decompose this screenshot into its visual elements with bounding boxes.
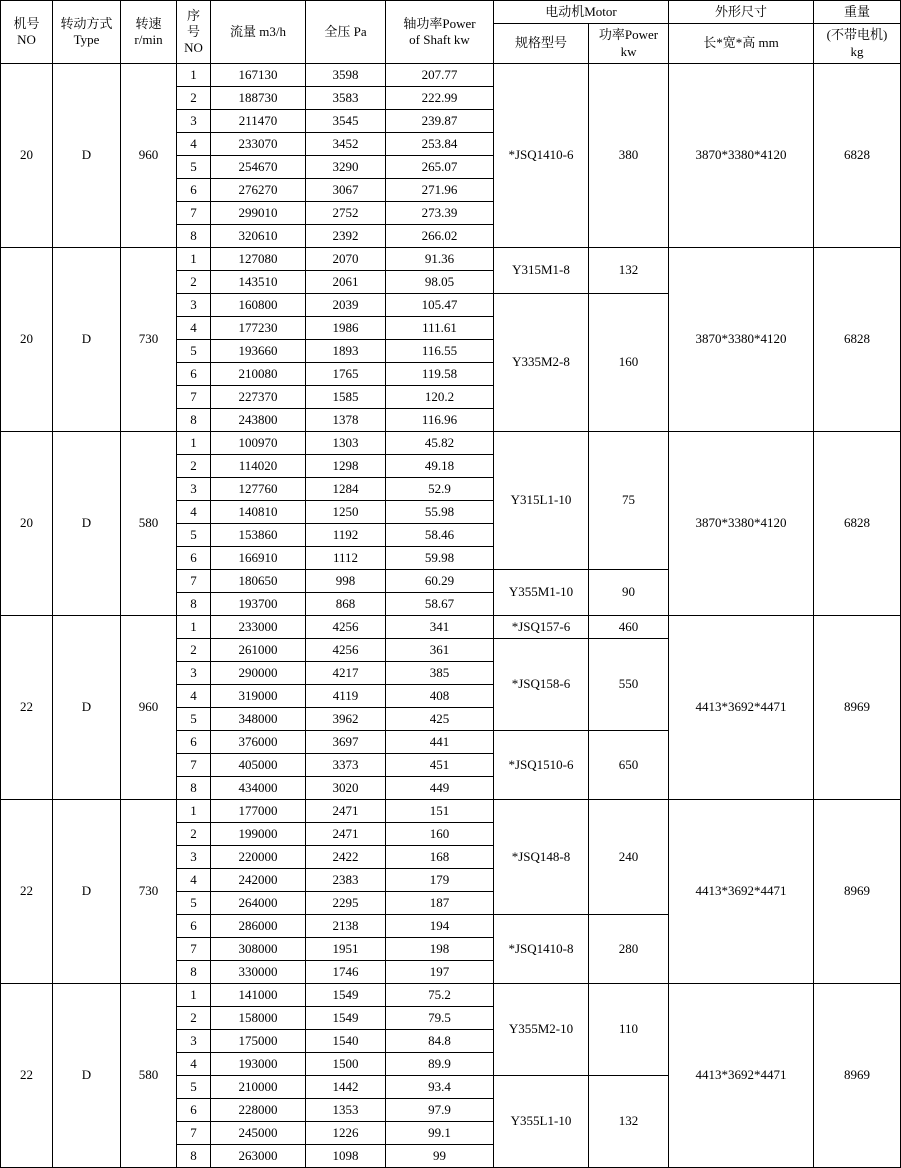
cell-flow: 180650: [211, 569, 306, 592]
cell-motor-model: Y315M1-8: [494, 247, 589, 293]
cell-weight: 6828: [814, 431, 901, 615]
cell-flow: 220000: [211, 845, 306, 868]
cell-flow: 166910: [211, 546, 306, 569]
cell-pressure: 2138: [306, 914, 386, 937]
cell-power: 441: [386, 730, 494, 753]
cell-no: 4: [177, 316, 211, 339]
cell-no: 2: [177, 822, 211, 845]
cell-no: 6: [177, 914, 211, 937]
cell-no: 3: [177, 109, 211, 132]
cell-no: 8: [177, 1144, 211, 1167]
cell-motor-model: *JSQ148-8: [494, 799, 589, 914]
cell-power: 79.5: [386, 1006, 494, 1029]
cell-power: 271.96: [386, 178, 494, 201]
cell-no: 2: [177, 454, 211, 477]
cell-motor-power: 380: [589, 63, 669, 247]
cell-pressure: 2752: [306, 201, 386, 224]
cell-flow: 276270: [211, 178, 306, 201]
cell-motor-model: *JSQ158-6: [494, 638, 589, 730]
cell-motor-model: *JSQ1410-8: [494, 914, 589, 983]
cell-motor-power: 550: [589, 638, 669, 730]
cell-dimensions: 4413*3692*4471: [669, 615, 814, 799]
cell-motor-power: 75: [589, 431, 669, 569]
cell-pressure: 2422: [306, 845, 386, 868]
cell-flow: 245000: [211, 1121, 306, 1144]
cell-no: 5: [177, 339, 211, 362]
cell-power: 194: [386, 914, 494, 937]
cell-no: 6: [177, 178, 211, 201]
cell-no: 8: [177, 592, 211, 615]
cell-no: 5: [177, 1075, 211, 1098]
cell-power: 55.98: [386, 500, 494, 523]
cell-no: 1: [177, 431, 211, 454]
cell-power: 222.99: [386, 86, 494, 109]
cell-machine-no: 20: [1, 63, 53, 247]
cell-no: 8: [177, 224, 211, 247]
cell-pressure: 1893: [306, 339, 386, 362]
cell-flow: 261000: [211, 638, 306, 661]
cell-flow: 140810: [211, 500, 306, 523]
cell-no: 3: [177, 845, 211, 868]
cell-motor-model: *JSQ1510-6: [494, 730, 589, 799]
cell-weight: 8969: [814, 799, 901, 983]
cell-machine-no: 22: [1, 799, 53, 983]
cell-power: 207.77: [386, 63, 494, 86]
cell-power: 105.47: [386, 293, 494, 316]
cell-no: 5: [177, 523, 211, 546]
cell-no: 7: [177, 385, 211, 408]
cell-flow: 227370: [211, 385, 306, 408]
cell-power: 93.4: [386, 1075, 494, 1098]
header-row-1: [1, 1, 901, 24]
cell-power: 89.9: [386, 1052, 494, 1075]
cell-power: 120.2: [386, 385, 494, 408]
table-header: [1, 1, 901, 64]
cell-motor-model: Y355M1-10: [494, 569, 589, 615]
cell-power: 273.39: [386, 201, 494, 224]
cell-pressure: 3583: [306, 86, 386, 109]
cell-no: 7: [177, 201, 211, 224]
cell-power: 266.02: [386, 224, 494, 247]
cell-power: 58.46: [386, 523, 494, 546]
table-row: [1, 247, 901, 270]
cell-motor-power: 90: [589, 569, 669, 615]
cell-flow: 175000: [211, 1029, 306, 1052]
cell-flow: 199000: [211, 822, 306, 845]
table-row: [1, 615, 901, 638]
cell-power: 239.87: [386, 109, 494, 132]
cell-flow: 210080: [211, 362, 306, 385]
cell-pressure: 4217: [306, 661, 386, 684]
cell-flow: 210000: [211, 1075, 306, 1098]
cell-power: 60.29: [386, 569, 494, 592]
cell-power: 385: [386, 661, 494, 684]
cell-pressure: 2070: [306, 247, 386, 270]
cell-power: 116.55: [386, 339, 494, 362]
cell-flow: 127760: [211, 477, 306, 500]
cell-no: 7: [177, 569, 211, 592]
cell-flow: 153860: [211, 523, 306, 546]
cell-no: 6: [177, 730, 211, 753]
cell-pressure: 1192: [306, 523, 386, 546]
cell-no: 2: [177, 86, 211, 109]
cell-pressure: 1303: [306, 431, 386, 454]
cell-motor-model: Y355M2-10: [494, 983, 589, 1075]
cell-pressure: 3598: [306, 63, 386, 86]
cell-type: D: [53, 247, 121, 431]
cell-no: 4: [177, 868, 211, 891]
cell-power: 97.9: [386, 1098, 494, 1121]
cell-no: 1: [177, 615, 211, 638]
cell-pressure: 1500: [306, 1052, 386, 1075]
cell-flow: 158000: [211, 1006, 306, 1029]
cell-motor-power: 650: [589, 730, 669, 799]
cell-power: 116.96: [386, 408, 494, 431]
cell-pressure: 3373: [306, 753, 386, 776]
cell-no: 4: [177, 684, 211, 707]
cell-flow: 242000: [211, 868, 306, 891]
cell-machine-no: 20: [1, 247, 53, 431]
cell-power: 151: [386, 799, 494, 822]
cell-no: 6: [177, 1098, 211, 1121]
cell-no: 8: [177, 776, 211, 799]
cell-flow: 299010: [211, 201, 306, 224]
cell-flow: 434000: [211, 776, 306, 799]
cell-pressure: 1765: [306, 362, 386, 385]
table-row: [1, 799, 901, 822]
cell-flow: 188730: [211, 86, 306, 109]
cell-weight: 6828: [814, 63, 901, 247]
cell-flow: 290000: [211, 661, 306, 684]
cell-power: 99.1: [386, 1121, 494, 1144]
cell-power: 451: [386, 753, 494, 776]
cell-flow: 141000: [211, 983, 306, 1006]
cell-weight: 6828: [814, 247, 901, 431]
cell-power: 91.36: [386, 247, 494, 270]
table-body: [1, 63, 901, 1167]
cell-power: 361: [386, 638, 494, 661]
cell-flow: 330000: [211, 960, 306, 983]
cell-dimensions: 4413*3692*4471: [669, 799, 814, 983]
cell-power: 198: [386, 937, 494, 960]
cell-pressure: 3697: [306, 730, 386, 753]
cell-power: 49.18: [386, 454, 494, 477]
cell-power: 265.07: [386, 155, 494, 178]
cell-flow: 160800: [211, 293, 306, 316]
cell-no: 8: [177, 408, 211, 431]
cell-flow: 264000: [211, 891, 306, 914]
cell-no: 5: [177, 155, 211, 178]
cell-no: 5: [177, 891, 211, 914]
cell-flow: 286000: [211, 914, 306, 937]
table-row: [1, 63, 901, 86]
header-shaft-power: 轴功率Power of Shaft kw: [386, 1, 494, 64]
cell-pressure: 3290: [306, 155, 386, 178]
cell-power: 98.05: [386, 270, 494, 293]
cell-pressure: 2392: [306, 224, 386, 247]
cell-pressure: 2295: [306, 891, 386, 914]
header-pressure: 全压 Pa: [306, 1, 386, 64]
cell-power: 168: [386, 845, 494, 868]
cell-pressure: 1986: [306, 316, 386, 339]
header-seq-no: 序 号 NO: [177, 1, 211, 64]
cell-type: D: [53, 799, 121, 983]
cell-machine-no: 22: [1, 983, 53, 1167]
cell-power: 449: [386, 776, 494, 799]
cell-dimensions: 3870*3380*4120: [669, 63, 814, 247]
cell-dimensions: 3870*3380*4120: [669, 247, 814, 431]
cell-no: 3: [177, 1029, 211, 1052]
header-motor-model: 规格型号: [494, 24, 589, 64]
cell-speed: 960: [121, 615, 177, 799]
cell-flow: 167130: [211, 63, 306, 86]
cell-speed: 730: [121, 799, 177, 983]
cell-flow: 254670: [211, 155, 306, 178]
cell-no: 8: [177, 960, 211, 983]
cell-power: 341: [386, 615, 494, 638]
cell-pressure: 1549: [306, 1006, 386, 1029]
header-weight: 重量: [814, 1, 901, 24]
cell-pressure: 1746: [306, 960, 386, 983]
cell-power: 408: [386, 684, 494, 707]
cell-flow: 308000: [211, 937, 306, 960]
cell-motor-model: *JSQ157-6: [494, 615, 589, 638]
cell-motor-power: 280: [589, 914, 669, 983]
cell-power: 84.8: [386, 1029, 494, 1052]
cell-no: 4: [177, 500, 211, 523]
cell-no: 6: [177, 362, 211, 385]
cell-motor-power: 132: [589, 247, 669, 293]
cell-pressure: 1442: [306, 1075, 386, 1098]
cell-flow: 233070: [211, 132, 306, 155]
cell-flow: 100970: [211, 431, 306, 454]
cell-motor-power: 460: [589, 615, 669, 638]
table-row: [1, 983, 901, 1006]
cell-pressure: 3962: [306, 707, 386, 730]
cell-motor-model: Y315L1-10: [494, 431, 589, 569]
cell-flow: 348000: [211, 707, 306, 730]
cell-pressure: 1250: [306, 500, 386, 523]
cell-flow: 177000: [211, 799, 306, 822]
cell-type: D: [53, 63, 121, 247]
cell-motor-model: *JSQ1410-6: [494, 63, 589, 247]
cell-power: 179: [386, 868, 494, 891]
cell-power: 253.84: [386, 132, 494, 155]
cell-flow: 143510: [211, 270, 306, 293]
header-type: 转动方式 Type: [53, 1, 121, 64]
header-dimensions: 外形尺寸: [669, 1, 814, 24]
cell-type: D: [53, 983, 121, 1167]
cell-motor-power: 110: [589, 983, 669, 1075]
cell-no: 2: [177, 270, 211, 293]
cell-flow: 319000: [211, 684, 306, 707]
cell-machine-no: 22: [1, 615, 53, 799]
cell-speed: 960: [121, 63, 177, 247]
cell-flow: 228000: [211, 1098, 306, 1121]
cell-no: 5: [177, 707, 211, 730]
cell-pressure: 2061: [306, 270, 386, 293]
cell-pressure: 1378: [306, 408, 386, 431]
cell-pressure: 1284: [306, 477, 386, 500]
cell-no: 4: [177, 132, 211, 155]
cell-no: 7: [177, 753, 211, 776]
cell-pressure: 3452: [306, 132, 386, 155]
cell-pressure: 1585: [306, 385, 386, 408]
cell-power: 111.61: [386, 316, 494, 339]
cell-flow: 177230: [211, 316, 306, 339]
cell-power: 58.67: [386, 592, 494, 615]
cell-weight: 8969: [814, 983, 901, 1167]
cell-pressure: 1951: [306, 937, 386, 960]
cell-motor-power: 132: [589, 1075, 669, 1167]
cell-pressure: 1549: [306, 983, 386, 1006]
cell-dimensions: 3870*3380*4120: [669, 431, 814, 615]
cell-power: 99: [386, 1144, 494, 1167]
cell-no: 1: [177, 799, 211, 822]
cell-no: 1: [177, 63, 211, 86]
cell-flow: 193660: [211, 339, 306, 362]
cell-motor-power: 240: [589, 799, 669, 914]
cell-flow: 114020: [211, 454, 306, 477]
cell-no: 7: [177, 1121, 211, 1144]
cell-pressure: 3067: [306, 178, 386, 201]
cell-flow: 211470: [211, 109, 306, 132]
cell-flow: 243800: [211, 408, 306, 431]
cell-pressure: 4256: [306, 638, 386, 661]
cell-power: 75.2: [386, 983, 494, 1006]
cell-type: D: [53, 615, 121, 799]
header-machine-no: 机号 NO: [1, 1, 53, 64]
cell-motor-model: Y335M2-8: [494, 293, 589, 431]
cell-pressure: 1226: [306, 1121, 386, 1144]
cell-no: 7: [177, 937, 211, 960]
cell-power: 52.9: [386, 477, 494, 500]
cell-pressure: 2471: [306, 822, 386, 845]
cell-type: D: [53, 431, 121, 615]
cell-flow: 263000: [211, 1144, 306, 1167]
cell-pressure: 1298: [306, 454, 386, 477]
cell-flow: 405000: [211, 753, 306, 776]
cell-no: 2: [177, 638, 211, 661]
header-speed: 转速 r/min: [121, 1, 177, 64]
cell-motor-model: Y355L1-10: [494, 1075, 589, 1167]
cell-pressure: 998: [306, 569, 386, 592]
cell-no: 4: [177, 1052, 211, 1075]
cell-pressure: 1112: [306, 546, 386, 569]
cell-no: 6: [177, 546, 211, 569]
header-weight-sub: (不带电机) kg: [814, 24, 901, 64]
header-dimensions-sub: 长*宽*高 mm: [669, 24, 814, 64]
cell-pressure: 3545: [306, 109, 386, 132]
cell-pressure: 2383: [306, 868, 386, 891]
cell-flow: 193000: [211, 1052, 306, 1075]
cell-power: 59.98: [386, 546, 494, 569]
cell-speed: 580: [121, 983, 177, 1167]
cell-power: 45.82: [386, 431, 494, 454]
cell-pressure: 868: [306, 592, 386, 615]
cell-pressure: 4119: [306, 684, 386, 707]
cell-power: 119.58: [386, 362, 494, 385]
cell-flow: 376000: [211, 730, 306, 753]
cell-dimensions: 4413*3692*4471: [669, 983, 814, 1167]
cell-flow: 233000: [211, 615, 306, 638]
cell-no: 1: [177, 983, 211, 1006]
cell-speed: 580: [121, 431, 177, 615]
header-flow: 流量 m3/h: [211, 1, 306, 64]
cell-no: 2: [177, 1006, 211, 1029]
cell-no: 3: [177, 293, 211, 316]
header-motor-power: 功率Power kw: [589, 24, 669, 64]
cell-pressure: 1098: [306, 1144, 386, 1167]
cell-pressure: 1353: [306, 1098, 386, 1121]
cell-pressure: 3020: [306, 776, 386, 799]
cell-pressure: 2471: [306, 799, 386, 822]
cell-speed: 730: [121, 247, 177, 431]
cell-weight: 8969: [814, 615, 901, 799]
cell-machine-no: 20: [1, 431, 53, 615]
cell-power: 187: [386, 891, 494, 914]
cell-power: 160: [386, 822, 494, 845]
cell-no: 3: [177, 477, 211, 500]
cell-pressure: 1540: [306, 1029, 386, 1052]
cell-power: 425: [386, 707, 494, 730]
cell-no: 1: [177, 247, 211, 270]
cell-flow: 193700: [211, 592, 306, 615]
cell-pressure: 4256: [306, 615, 386, 638]
cell-no: 3: [177, 661, 211, 684]
cell-pressure: 2039: [306, 293, 386, 316]
cell-flow: 127080: [211, 247, 306, 270]
cell-motor-power: 160: [589, 293, 669, 431]
cell-power: 197: [386, 960, 494, 983]
header-motor: 电动机Motor: [494, 1, 669, 24]
cell-flow: 320610: [211, 224, 306, 247]
table-row: [1, 431, 901, 454]
